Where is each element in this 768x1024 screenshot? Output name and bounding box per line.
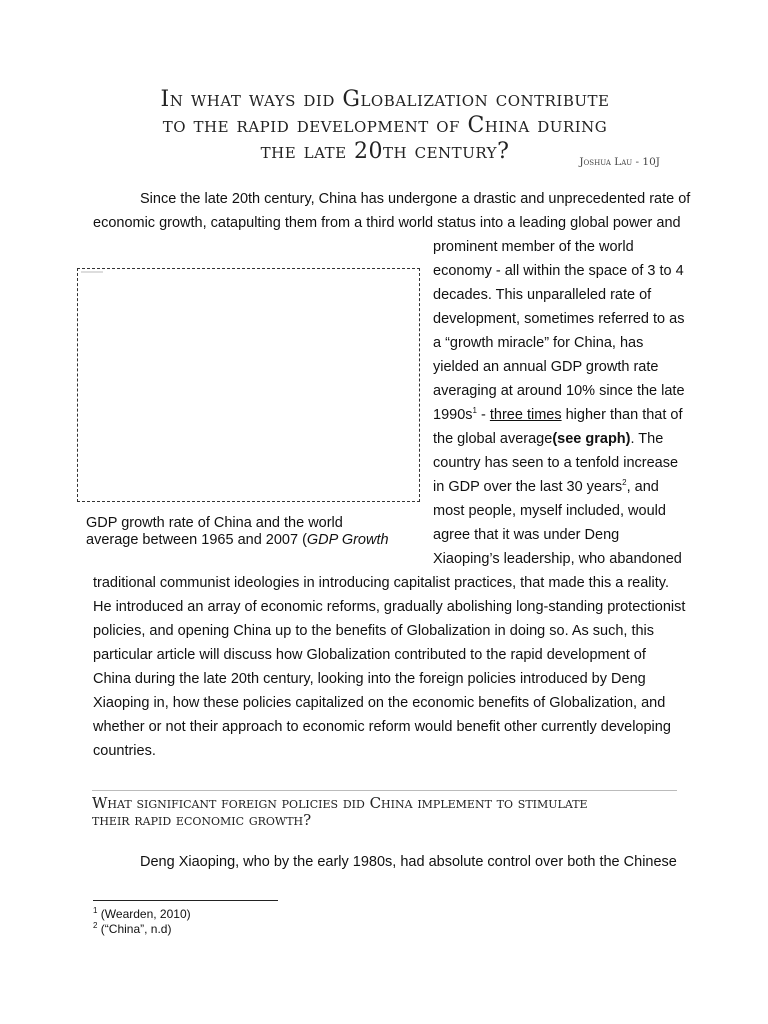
body-line: country has seen to a tenfold increase	[433, 455, 679, 471]
body-line: development, sometimes referred to as	[433, 311, 685, 327]
body-text: . The	[630, 431, 664, 447]
body-line: prominent member of the world	[433, 239, 634, 255]
graph-placeholder	[77, 268, 420, 502]
figure-caption-line	[86, 532, 426, 549]
body-line: Since the late 20th century, China has undergone a drastic and unprecedented rate of	[140, 191, 691, 207]
caption-text: average between 1965 and 2007 (	[86, 532, 307, 548]
body-line: China during the late 20th century, looking into the foreign policies introduced by Deng	[93, 671, 646, 687]
body-line: Xiaoping in, how these policies capitalized on the economic benefits of Globalization, and	[93, 695, 666, 711]
footnote-ref[interactable]: 1	[472, 406, 477, 416]
title-line: to the rapid development of China during	[162, 113, 608, 138]
section-divider	[92, 790, 677, 791]
body-text: higher than that of	[561, 407, 683, 423]
heading-line: their rapid economic growth?	[92, 811, 312, 829]
footnote-text: (“China”, n.d)	[97, 922, 172, 936]
body-line: agree that it was under Deng	[433, 527, 620, 543]
body-line: economic growth, catapulting them from a third world status into a leading global power and	[93, 215, 681, 231]
footnote-text: (Wearden, 2010)	[97, 907, 191, 921]
body-line: decades. This unparalleled rate of	[433, 287, 652, 303]
body-text: , and	[626, 479, 659, 495]
body-line: most people, myself included, would	[433, 503, 666, 519]
body-line: particular article will discuss how Globalization contributed to the rapid development of	[93, 647, 646, 663]
body-line: Xiaoping’s leadership, who abandoned	[433, 551, 682, 567]
body-text: -	[476, 407, 490, 423]
author-byline: Joshua Lau - 10J	[579, 156, 660, 168]
section-heading	[92, 795, 692, 829]
title-line: the late 20th century?	[260, 139, 510, 164]
body-line: averaging at around 10% since the late	[433, 383, 685, 399]
body-line: He introduced an array of economic reforms, gradually abolishing long-standing protectionist	[93, 599, 686, 615]
body-line	[433, 427, 663, 451]
body-line: countries.	[93, 743, 156, 759]
bold-text: (see graph)	[552, 431, 631, 447]
footnote-divider	[93, 900, 278, 901]
article-title	[70, 87, 700, 165]
body-line: traditional communist ideologies in introducing capitalist practices, that made this a reality.	[93, 575, 669, 591]
body-line: a “growth miracle” for China, has	[433, 335, 644, 351]
heading-line: What significant foreign policies did China implement to stimulate	[92, 794, 588, 812]
figure-caption-line: GDP growth rate of China and the world	[86, 515, 343, 531]
body-line: yielded an annual GDP growth rate	[433, 359, 659, 375]
title-line: In what ways did Globalization contribute	[160, 87, 610, 112]
footnote-ref[interactable]: 2	[622, 478, 627, 488]
body-line: economy - all within the space of 3 to 4	[433, 263, 684, 279]
image-artifact	[81, 271, 103, 273]
footnote-number: 2	[93, 921, 98, 930]
body-line	[433, 403, 683, 427]
body-text: in GDP over the last 30 years	[433, 479, 623, 495]
caption-italic: GDP Growth	[306, 532, 389, 548]
body-text: 1990s	[433, 407, 473, 423]
body-text: the global average	[433, 431, 553, 447]
footnote-number: 1	[93, 906, 98, 915]
underlined-text: three times	[489, 407, 562, 423]
body-line: whether or not their approach to economic reform would benefit other currently developing	[93, 719, 671, 735]
body-line: Deng Xiaoping, who by the early 1980s, had absolute control over both the Chinese	[140, 854, 677, 870]
body-line	[433, 475, 659, 499]
footnote-item	[93, 922, 171, 936]
body-line: policies, and opening China up to the benefits of Globalization in doing so. As such, this	[93, 623, 655, 639]
footnote-item	[93, 907, 191, 921]
